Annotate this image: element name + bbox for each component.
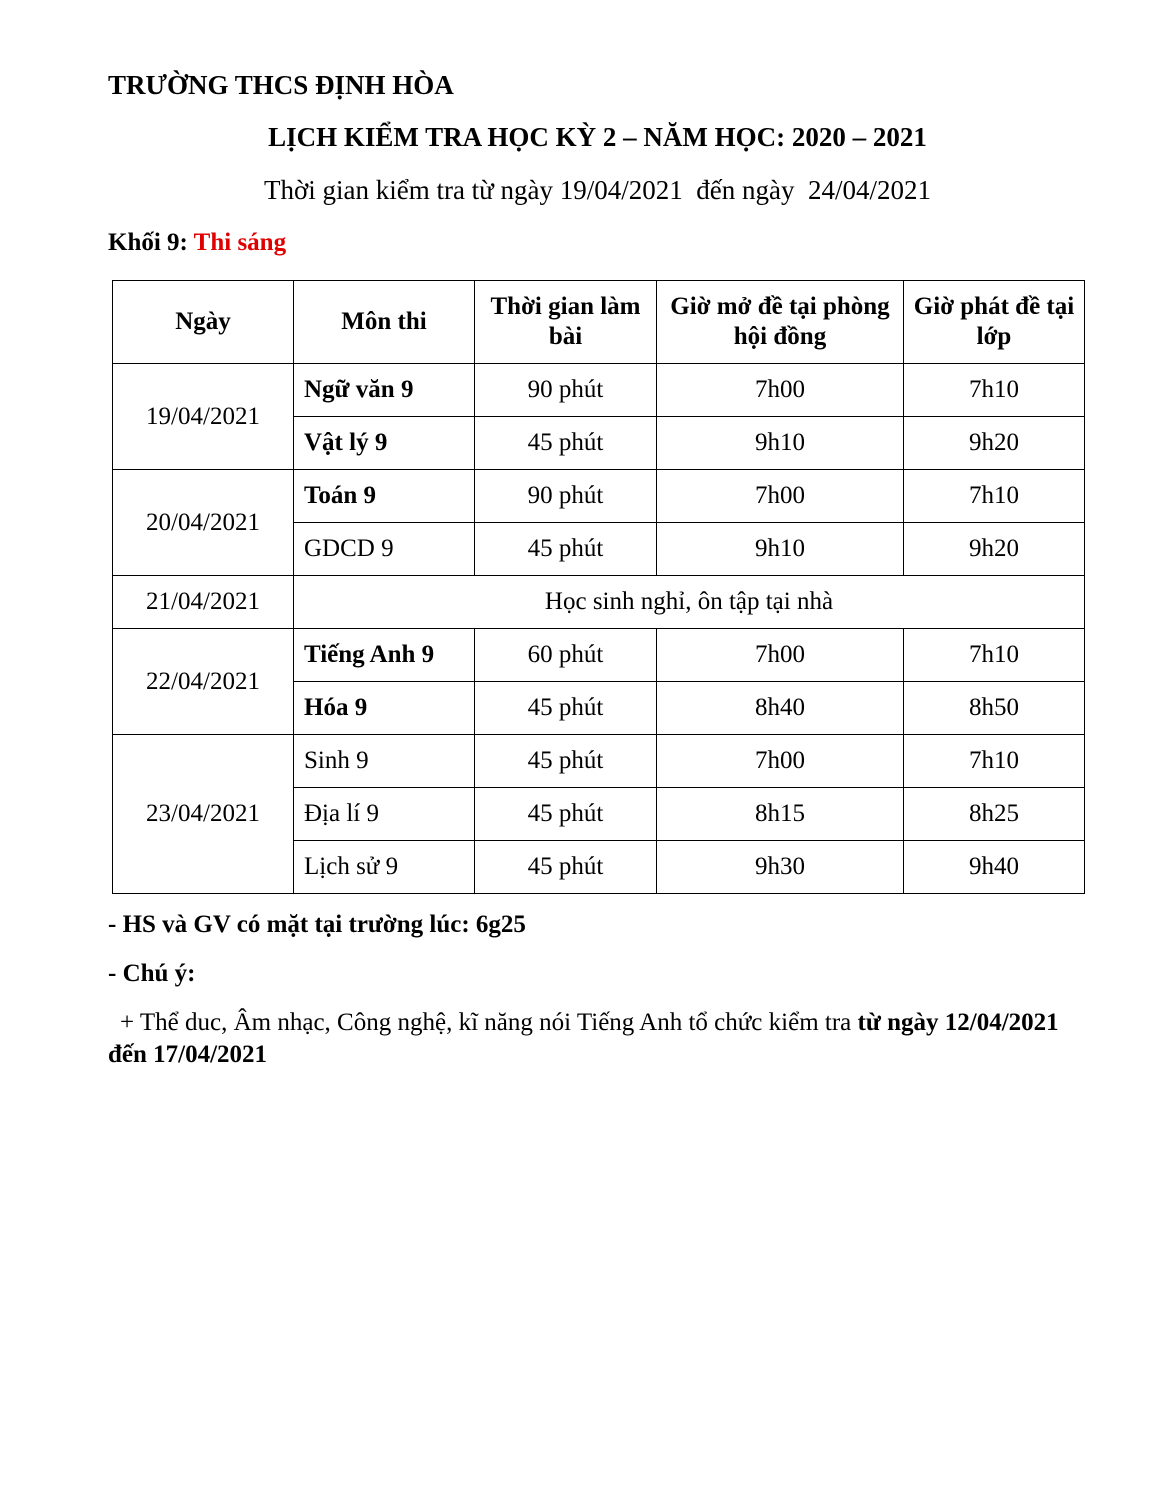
subject-cell: Toán 9 (294, 470, 475, 523)
duration-cell: 45 phút (475, 417, 657, 470)
header-distribute-time: Giờ phát đề tại lớp (904, 281, 1085, 364)
subject-cell: Địa lí 9 (294, 788, 475, 841)
table-row (113, 629, 1085, 682)
header-date: Ngày (113, 281, 294, 364)
date-cell: 20/04/2021 (113, 470, 294, 576)
duration-cell: 45 phút (475, 735, 657, 788)
open-time-cell: 8h15 (657, 788, 904, 841)
distribute-time-cell: 9h20 (904, 523, 1085, 576)
open-time-cell: 9h30 (657, 841, 904, 894)
duration-cell: 45 phút (475, 523, 657, 576)
subject-cell: Hóa 9 (294, 682, 475, 735)
table-header-row (113, 281, 1085, 364)
duration-cell: 90 phút (475, 470, 657, 523)
distribute-time-cell: 7h10 (904, 470, 1085, 523)
table-row (113, 470, 1085, 523)
distribute-time-cell: 7h10 (904, 364, 1085, 417)
attention-heading: - Chú ý: (108, 960, 196, 987)
duration-cell: 45 phút (475, 841, 657, 894)
other-subjects-note (108, 1007, 1098, 1071)
subject-cell: Ngữ văn 9 (294, 364, 475, 417)
subject-cell: GDCD 9 (294, 523, 475, 576)
grade-label: Khối 9: (108, 229, 194, 256)
subject-cell: Vật lý 9 (294, 417, 475, 470)
distribute-time-cell: 9h40 (904, 841, 1085, 894)
header-subject: Môn thi (294, 281, 475, 364)
distribute-time-cell: 8h25 (904, 788, 1085, 841)
table-body (113, 364, 1085, 894)
duration-cell: 60 phút (475, 629, 657, 682)
subject-cell: Tiếng Anh 9 (294, 629, 475, 682)
duration-cell: 45 phút (475, 788, 657, 841)
subject-cell: Lịch sử 9 (294, 841, 475, 894)
distribute-time-cell: 7h10 (904, 735, 1085, 788)
other-subjects-text: + Thể duc, Âm nhạc, Công nghệ, kĩ năng nói Tiếng Anh tổ chức kiểm tra (120, 1009, 858, 1036)
table-row (113, 576, 1085, 629)
open-time-cell: 7h00 (657, 735, 904, 788)
distribute-time-cell: 7h10 (904, 629, 1085, 682)
duration-cell: 90 phút (475, 364, 657, 417)
grade-heading (108, 229, 286, 257)
session-label: Thi sáng (193, 229, 287, 256)
other-subjects-dates: từ ngày 12/04/2021 đến 17/04/2021 (108, 1009, 1059, 1068)
header-duration: Thời gian làm bài (475, 281, 657, 364)
date-cell: 21/04/2021 (113, 576, 294, 629)
day-note-cell: Học sinh nghỉ, ôn tập tại nhà (294, 576, 1085, 629)
arrival-note: - HS và GV có mặt tại trường lúc: 6g25 (108, 911, 526, 938)
open-time-cell: 7h00 (657, 364, 904, 417)
exam-period: Thời gian kiểm tra từ ngày 19/04/2021 đến ngày 24/04/2021 (263, 175, 932, 205)
duration-cell: 45 phút (475, 682, 657, 735)
open-time-cell: 9h10 (657, 417, 904, 470)
open-time-cell: 9h10 (657, 523, 904, 576)
date-cell: 19/04/2021 (113, 364, 294, 470)
table-row (113, 364, 1085, 417)
date-cell: 23/04/2021 (113, 735, 294, 894)
header-open-time: Giờ mở đề tại phòng hội đồng (657, 281, 904, 364)
school-name: TRƯỜNG THCS ĐỊNH HÒA (108, 70, 454, 100)
distribute-time-cell: 9h20 (904, 417, 1085, 470)
open-time-cell: 8h40 (657, 682, 904, 735)
open-time-cell: 7h00 (657, 470, 904, 523)
distribute-time-cell: 8h50 (904, 682, 1085, 735)
date-cell: 22/04/2021 (113, 629, 294, 735)
open-time-cell: 7h00 (657, 629, 904, 682)
exam-schedule-table (112, 280, 1085, 894)
document-title: LỊCH KIỂM TRA HỌC KỲ 2 – NĂM HỌC: 2020 – 2021 (268, 122, 927, 152)
subject-cell: Sinh 9 (294, 735, 475, 788)
table-row (113, 735, 1085, 788)
